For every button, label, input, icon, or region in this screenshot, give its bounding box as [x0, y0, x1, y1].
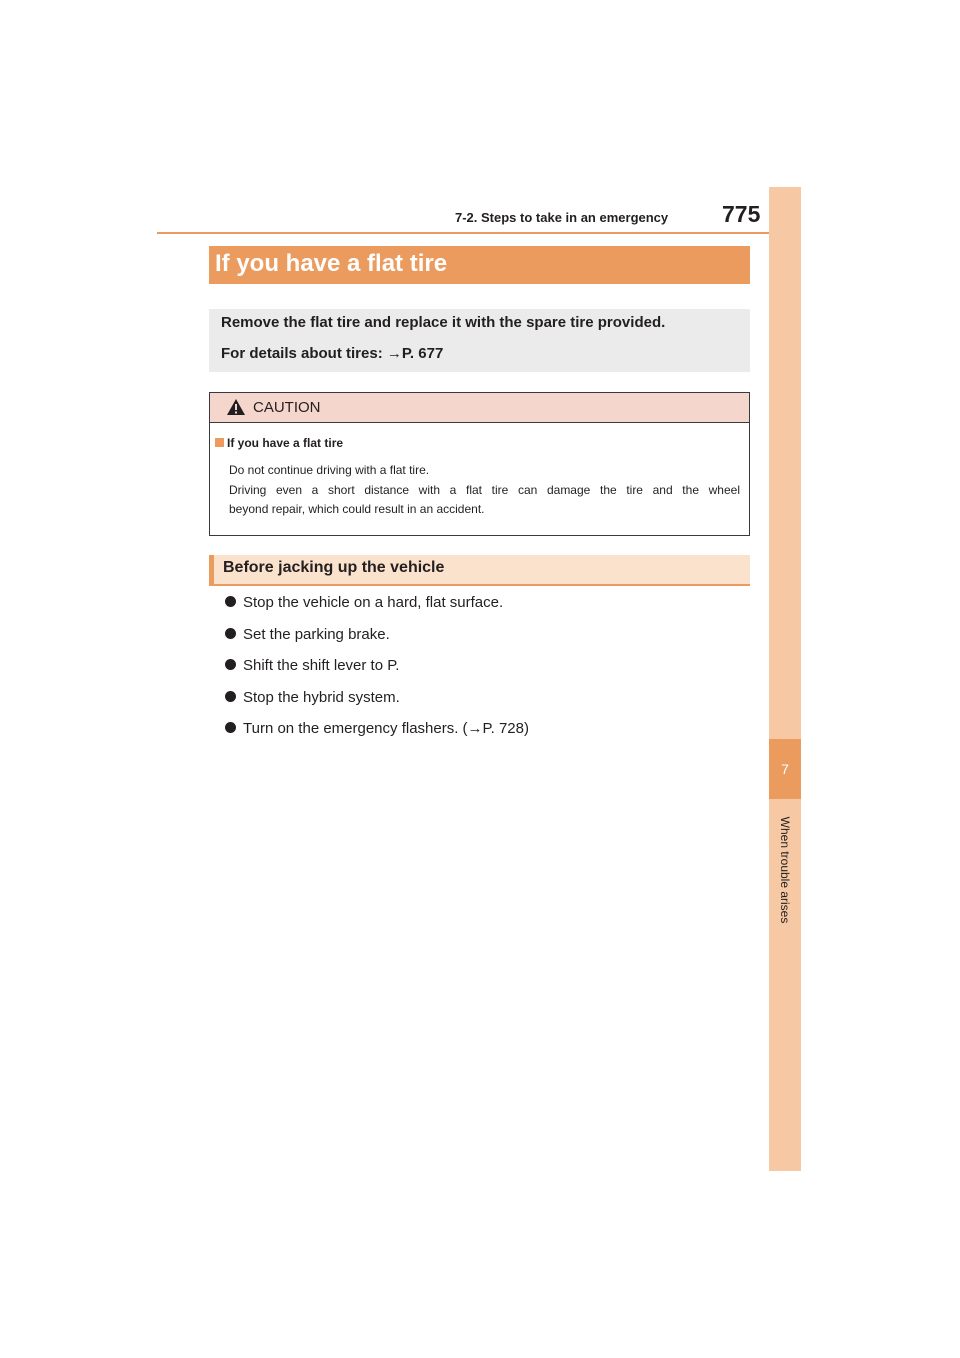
chapter-number: 7: [769, 739, 801, 799]
bullet-icon: [225, 628, 236, 639]
caution-label: CAUTION: [253, 399, 321, 416]
bullet-icon: [225, 659, 236, 670]
caution-line: beyond repair, which could result in an accident.: [229, 502, 485, 516]
caution-subheading: [215, 436, 343, 450]
list-item: [225, 626, 529, 658]
list-item: [225, 720, 529, 752]
warning-triangle-icon: [226, 398, 246, 416]
bullet-icon: [225, 596, 236, 607]
caution-line: Do not continue driving with a flat tire.: [229, 463, 430, 477]
chapter-side-tab: [769, 187, 801, 1171]
step-list: [225, 594, 529, 752]
list-item: [225, 657, 529, 689]
intro-line-1: Remove the flat tire and replace it with the spare tire provided.: [221, 314, 666, 331]
bullet-icon: [225, 722, 236, 733]
page-number: 775: [722, 201, 761, 227]
section-path: 7-2. Steps to take in an emergency: [455, 210, 669, 225]
intro-box: [209, 309, 750, 372]
caution-subheading-text: If you have a flat tire: [227, 436, 344, 450]
subsection-title: Before jacking up the vehicle: [223, 559, 445, 576]
square-bullet-icon: [215, 438, 224, 447]
list-item: [225, 594, 529, 626]
intro-line-2: For details about tires: →P. 677: [221, 345, 444, 362]
subsection-header: [209, 555, 750, 586]
list-item-text: Stop the hybrid system.: [243, 688, 400, 706]
page-title: If you have a flat tire: [215, 250, 448, 277]
subsection-accent: [209, 555, 214, 584]
caution-box: [209, 392, 750, 536]
caution-line: Driving even a short distance with a flat tire can damage the tire and the wheel: [229, 482, 740, 497]
list-item-text: Shift the shift lever to P.: [243, 657, 400, 674]
page-title-bar: [209, 246, 750, 284]
list-item-text: Stop the vehicle on a hard, flat surface.: [243, 594, 504, 611]
list-item-text: Set the parking brake.: [243, 625, 390, 643]
caution-text: [229, 461, 740, 520]
list-item-text: Turn on the emergency flashers. (→P. 728): [243, 720, 529, 737]
list-item: [225, 689, 529, 721]
bullet-icon: [225, 691, 236, 702]
header-rule: [157, 232, 800, 234]
chapter-title: When trouble arises: [778, 816, 792, 924]
caution-header: [210, 393, 749, 423]
